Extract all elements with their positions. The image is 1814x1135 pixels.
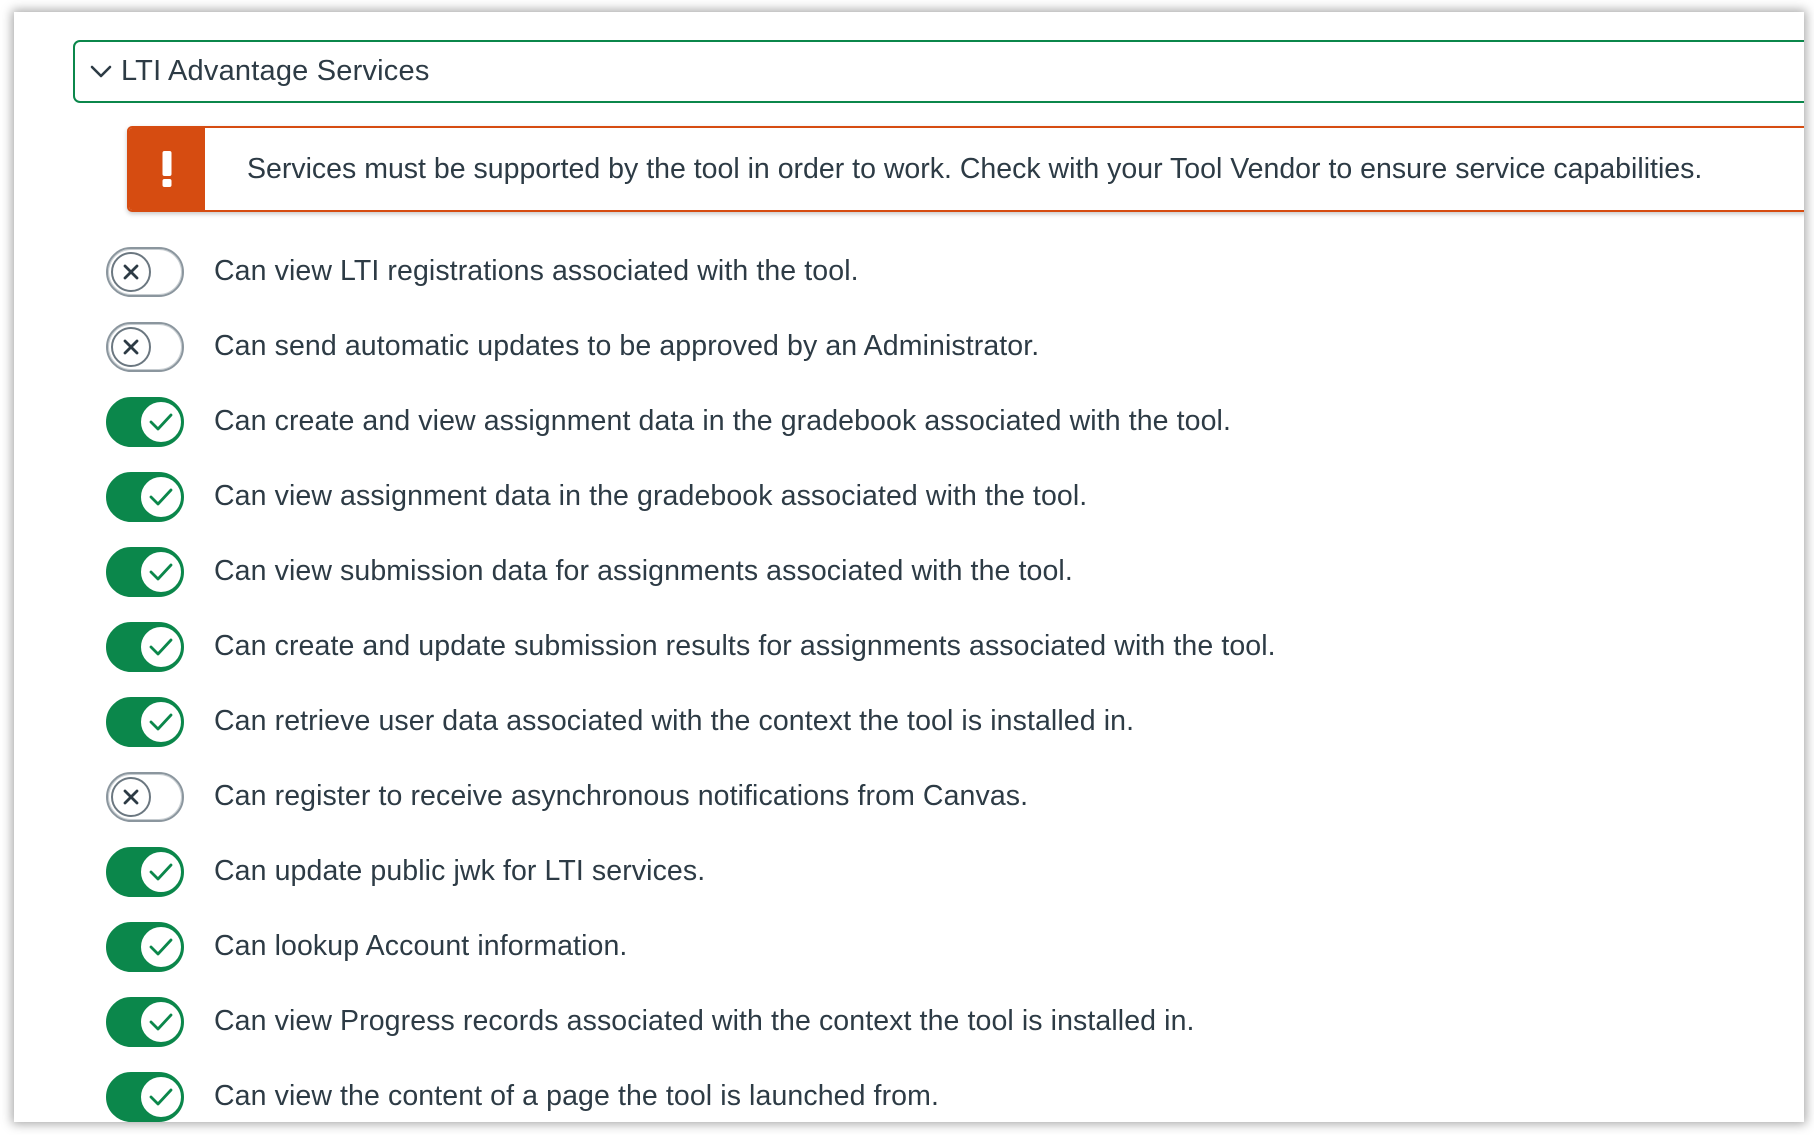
service-label: Can register to receive asynchronous notifications from Canvas. — [214, 780, 1029, 812]
service-toggle[interactable] — [106, 997, 184, 1047]
services-warning-alert — [127, 126, 1804, 212]
service-toggle[interactable] — [106, 697, 184, 747]
alert-message: Services must be supported by the tool in order to work. Check with your Tool Vendor to ensure service capabilities. — [247, 152, 1703, 185]
service-toggle[interactable] — [106, 322, 184, 372]
checkmark-icon — [141, 552, 181, 592]
settings-panel — [14, 12, 1804, 1122]
service-toggle[interactable] — [106, 247, 184, 297]
service-item — [106, 459, 1706, 534]
service-toggle[interactable] — [106, 772, 184, 822]
checkmark-icon — [141, 702, 181, 742]
service-toggle[interactable] — [106, 547, 184, 597]
service-toggle[interactable] — [106, 922, 184, 972]
service-toggle[interactable] — [106, 622, 184, 672]
service-item — [106, 1059, 1706, 1122]
service-item — [106, 684, 1706, 759]
service-item — [106, 234, 1706, 309]
service-label: Can view Progress records associated with the context the tool is installed in. — [214, 1005, 1195, 1037]
warning-exclamation-icon — [129, 128, 205, 210]
service-toggle[interactable] — [106, 847, 184, 897]
service-item — [106, 384, 1706, 459]
section-title: LTI Advantage Services — [121, 55, 430, 87]
service-label: Can retrieve user data associated with the context the tool is installed in. — [214, 705, 1135, 737]
lti-advantage-services-toggle[interactable] — [73, 40, 1804, 103]
service-label: Can update public jwk for LTI services. — [214, 855, 706, 887]
service-label: Can create and update submission results for assignments associated with the tool. — [214, 630, 1276, 662]
service-label: Can send automatic updates to be approved by an Administrator. — [214, 330, 1040, 362]
checkmark-icon — [141, 1077, 181, 1117]
checkmark-icon — [141, 852, 181, 892]
service-item — [106, 909, 1706, 984]
checkmark-icon — [141, 1002, 181, 1042]
service-toggle[interactable] — [106, 397, 184, 447]
service-label: Can create and view assignment data in the gradebook associated with the tool. — [214, 405, 1232, 437]
service-toggle[interactable] — [106, 1072, 184, 1122]
service-item — [106, 759, 1706, 834]
service-label: Can view LTI registrations associated with the tool. — [214, 255, 859, 287]
x-icon — [111, 777, 151, 817]
checkmark-icon — [141, 927, 181, 967]
service-item — [106, 834, 1706, 909]
service-label: Can lookup Account information. — [214, 930, 628, 962]
service-label: Can view submission data for assignments associated with the tool. — [214, 555, 1073, 587]
checkmark-icon — [141, 402, 181, 442]
checkmark-icon — [141, 477, 181, 517]
service-list — [106, 234, 1706, 1122]
service-item — [106, 534, 1706, 609]
chevron-down-icon — [87, 58, 115, 86]
service-item — [106, 984, 1706, 1059]
service-item — [106, 309, 1706, 384]
service-item — [106, 609, 1706, 684]
service-label: Can view assignment data in the gradebook associated with the tool. — [214, 480, 1088, 512]
checkmark-icon — [141, 627, 181, 667]
x-icon — [111, 327, 151, 367]
service-toggle[interactable] — [106, 472, 184, 522]
x-icon — [111, 252, 151, 292]
service-label: Can view the content of a page the tool is launched from. — [214, 1080, 939, 1112]
